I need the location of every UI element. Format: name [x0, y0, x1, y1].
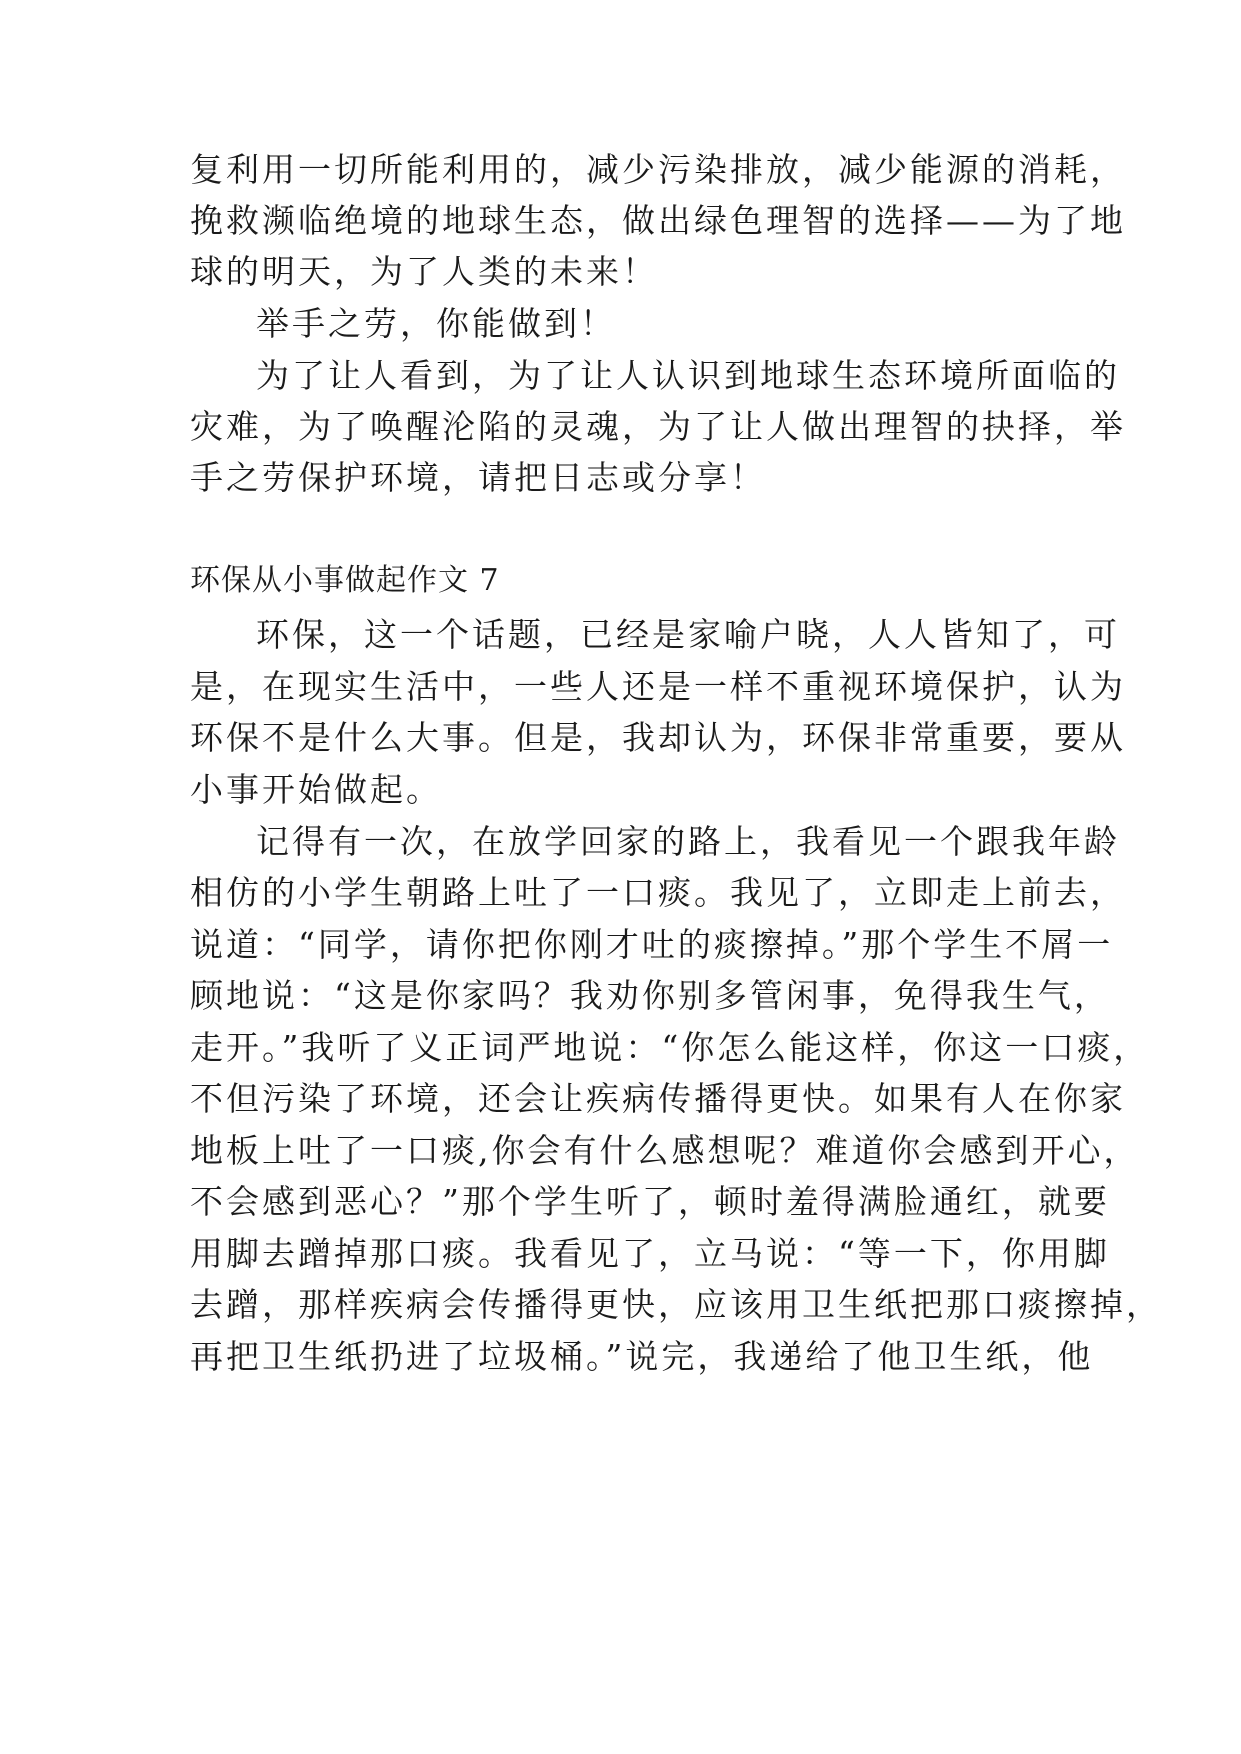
essay-p2-line-3: 说道：“同学，请你把你刚才吐的痰擦掉。”那个学生不屑一	[190, 925, 1114, 964]
appeal-line-1: 为了让人看到，为了让人认识到地球生态环境所面临的	[256, 356, 1120, 395]
essay-p2-line-9: 用脚去蹭掉那口痰。我看见了，立马说：“等一下，你用脚	[190, 1234, 1110, 1273]
essay-p2-line-6: 不但污染了环境，还会让疾病传播得更快。如果有人在你家	[190, 1079, 1126, 1118]
essay-p2-line-7: 地板上吐了一口痰,你会有什么感想呢？难道你会感到开心，	[190, 1131, 1140, 1170]
essay-p2-line-1: 记得有一次，在放学回家的路上，我看见一个跟我年龄	[256, 822, 1120, 861]
essay-p1-line-4: 小事开始做起。	[190, 770, 442, 809]
appeal-line-3: 手之劳保护环境，请把日志或分享！	[190, 458, 766, 497]
essay-p2-line-10: 去蹭，那样疾病会传播得更快，应该用卫生纸把那口痰擦掉，	[190, 1285, 1162, 1324]
intro-line-2: 挽救濒临绝境的地球生态，做出绿色理智的选择——为了地	[190, 201, 1126, 240]
essay-p1-line-2: 是，在现实生活中，一些人还是一样不重视环境保护，认为	[190, 667, 1126, 706]
intro-line-3: 球的明天，为了人类的未来！	[190, 252, 658, 291]
essay-p2-line-4: 顾地说：“这是你家吗？我劝你别多管闲事，免得我生气，	[190, 976, 1110, 1015]
section-title: 环保从小事做起作文 7	[190, 563, 500, 598]
essay-p1-line-3: 环保不是什么大事。但是，我却认为，环保非常重要，要从	[190, 718, 1126, 757]
essay-p1-line-1: 环保，这一个话题，已经是家喻户晓，人人皆知了，可	[256, 615, 1120, 654]
essay-p2-line-11: 再把卫生纸扔进了垃圾桶。”说完，我递给了他卫生纸，他	[190, 1337, 1094, 1376]
essay-p2-line-8: 不会感到恶心？”那个学生听了，顿时羞得满脸通红，就要	[190, 1182, 1110, 1221]
intro-line-1: 复利用一切所能利用的，减少污染排放，减少能源的消耗，	[190, 150, 1126, 189]
slogan-line: 举手之劳，你能做到！	[256, 304, 616, 343]
essay-p2-line-5: 走开。”我听了义正词严地说：“你怎么能这样，你这一口痰，	[190, 1028, 1150, 1067]
essay-p2-line-2: 相仿的小学生朝路上吐了一口痰。我见了，立即走上前去，	[190, 873, 1126, 912]
appeal-line-2: 灾难，为了唤醒沦陷的灵魂，为了让人做出理智的抉择，举	[190, 407, 1126, 446]
